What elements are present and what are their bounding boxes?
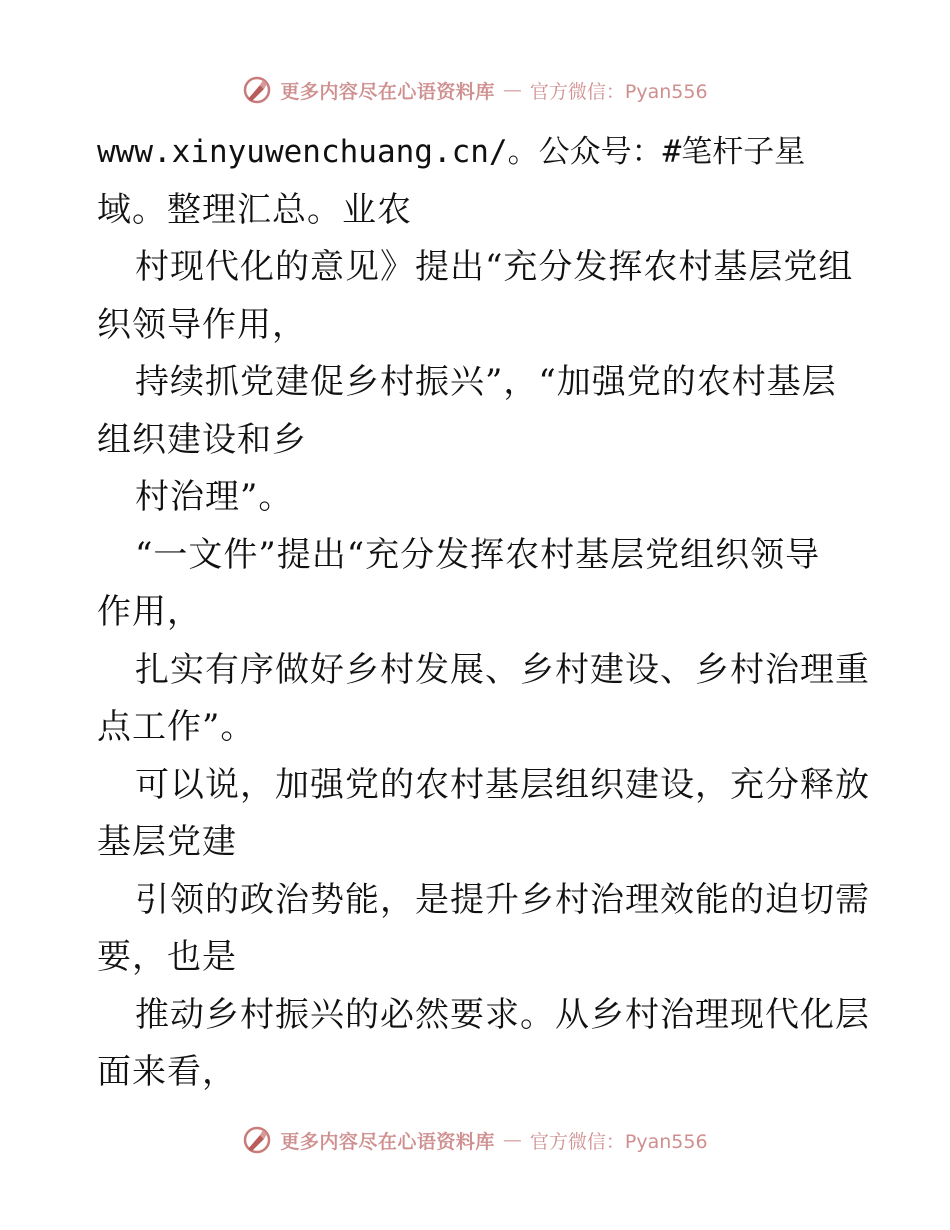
- text-line-2: 域。整理汇总。业农: [97, 189, 412, 230]
- footer-watermark: [0, 1120, 950, 1160]
- text-line-11: 点工作”。: [97, 707, 256, 747]
- text-line-6: 组织建设和乡: [97, 419, 307, 460]
- watermark-separator: —: [502, 1129, 522, 1151]
- text-line-17: 面来看，: [97, 1052, 237, 1092]
- text-line-7: 村治理”。: [135, 477, 294, 517]
- watermark-contact: 官方微信：Pyan556: [529, 80, 708, 103]
- text-line-9: 作用，: [97, 592, 202, 632]
- watermark-main-text: 更多内容尽在心语资料库: [280, 80, 495, 103]
- text-line-14: 引领的政治势能，是提升乡村治理效能的迫切需: [135, 879, 870, 920]
- text-line-3: 村现代化的意见》提出“充分发挥农村基层党组: [135, 247, 854, 287]
- text-line-1: www.xinyuwenchuang.cn/。公众号：#笔杆子星: [97, 134, 806, 170]
- header-watermark: [0, 70, 950, 110]
- pen-nib-icon: [242, 75, 272, 105]
- text-line-15: 要，也是: [97, 937, 237, 977]
- pen-nib-icon: [242, 1125, 272, 1155]
- watermark-separator: —: [502, 79, 522, 101]
- document-body: [97, 124, 870, 1102]
- text-line-10: 扎实有序做好乡村发展、乡村建设、乡村治理重: [135, 649, 870, 690]
- watermark-contact: 官方微信：Pyan556: [529, 1130, 708, 1153]
- text-line-8: “一文件”提出“充分发挥农村基层党组织领导: [135, 534, 821, 575]
- text-line-16: 推动乡村振兴的必然要求。从乡村治理现代化层: [135, 994, 870, 1035]
- text-line-13: 基层党建: [97, 822, 237, 862]
- watermark-main-text: 更多内容尽在心语资料库: [280, 1130, 495, 1153]
- text-line-12: 可以说，加强党的农村基层组织建设，充分释放: [135, 764, 870, 805]
- text-line-5: 持续抓党建促乡村振兴”，“加强党的农村基层: [135, 362, 837, 402]
- text-line-4: 织领导作用，: [97, 304, 307, 345]
